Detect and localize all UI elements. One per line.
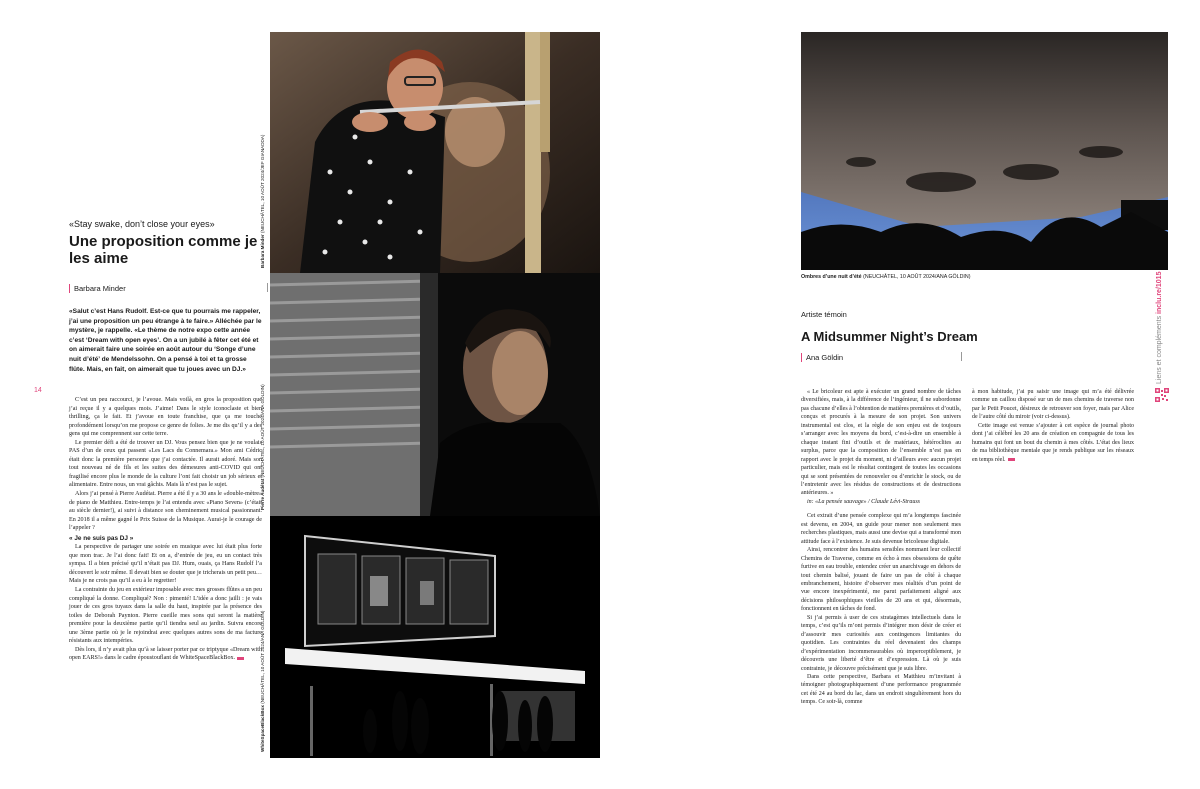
byline-divider xyxy=(267,283,268,292)
building-image xyxy=(270,516,600,758)
sidebar-link[interactable]: inclu.re/1015 xyxy=(1156,271,1163,314)
article-author: Barbara Minder xyxy=(69,284,126,293)
flutist-image xyxy=(270,32,600,273)
paragraph: à mon habitude, j’ai pu saisir une image qui m’a été délivrée comme un caillou disposé sur un de mes chemins de traverse non par le Petit Poucet, désireux de retrouver son foyer, mais par Alice de l’autre côté du miroir (voir ci-dessus). xyxy=(972,389,1134,421)
pianist-photo-caption: Pierre Audétat (NEUCHÂTEL, 10 AOÛT 2024/ANA GÖLDIN) xyxy=(260,384,265,510)
paragraph: Alors j’ai pensé à Pierre Audétat. Pierre a été il y a 30 ans le «double-mètre» de piano de Matthieu. Entre-temps je l’ai entendu avec «Piano Seven» (c’était au siècle dernier!), ai suivi à distance son cheminement musical passionnant. En 2018 il a même gagné le Prix Suisse de la Musique. Aurai-je le courage de l’appeler ? xyxy=(69,491,262,532)
subheading: « Je ne suis pas DJ » xyxy=(69,534,134,542)
quote-paragraph: « Le bricoleur est apte à exécuter un grand nombre de tâches diversifiées, mais, à la différence de l’ingénieur, il ne subordonne pas chacune d’elles à l’obtention de matières premières et d’outils, conçus et procurés à la mesure de son projet. Son univers instrumental est clos, et la règle de son enjeu est de toujours s’arranger avec les moyens du bord, c’est-à-dire un ensemble à chaque instant fini d’outils et de matériaux, hétéroclites au surplus, parce que la composition de l’ensemble n’est pas en rapport avec le projet du moment, ni d’ailleurs avec aucun projet particulier, mais est le résultat contingent de toutes les occasions qui se sont présentées de renouveler ou d’enrichir le stock, ou de l’entretenir avec les résidus de constructions et de destructions antérieures. » xyxy=(801,389,961,497)
paragraph: La perspective de partager une soirée en musique avec lui était plus forte que mon trac. Je l’ai donc fait! Et on a, d’entrée de jeu, eu un contact très sympa. Il a bien précisé qu’il n’était pas DJ. Hum, ouais, ça Hans Rudolf l’a découvert le soir même. Il devait bien se douter que je tricherais un petit peu… Mais je ne crois pas qu’il a eu à le regretter! xyxy=(69,544,262,585)
right-column-2 xyxy=(972,388,1134,464)
article-body xyxy=(69,396,262,663)
paragraph: Ainsi, rencontrer des humains sensibles nommant leur collectif Chemins de Traverse, comme en écho à mes obsessions de quête furtive en eau trouble, entendez créer un anarchivage en dehors de tout chemin balisé, jouant de faire un pas de côté à chaque embranchement, histoire d’observer mes réalités d’un point de vue encore inexpérimenté, me parut parfaitement aligné aux décisions philosophiques vieilles de 20 ans et qui, désormais, fonctionnent en tâches de fond. xyxy=(801,547,961,613)
paragraph-text: Cette image est venue s’ajouter à cet espèce de journal photo dont j’ai célébré les 20 ans de création en compagnie de tous les humains qui font un bout du chemin à mes côtés. L’état des lieux de ma bibliothèque mentale que je rends publique sur les réseaux en temps réel. xyxy=(972,422,1134,463)
paragraph: Cet extrait d’une pensée complexe qui m’a longtemps fascinée est devenu, en 2004, un guide pour mener non seulement mes recherches plastiques, mais aussi une devise qui a transformé mon attitude face à l’existence. Je suis devenue bricoleuse digitale. xyxy=(801,513,961,545)
sidebar-text: Liens et compléments xyxy=(1156,315,1163,384)
flutist-photo xyxy=(270,32,600,273)
paragraph: Le premier défi a été de trouver un DJ. Vous pensez bien que je ne voulais PAS d’un de ceux qui passent «Les Lacs du Connemara.» Mon ami Cédric était donc la première personne que j’ai contactée. Il aurait adoré. Mais son tout nouveau né de fils et les suites des démesures anti-COVID qui ont fragilisé encore plus le monde de la culture l’ont fait choisir un job sérieux et alimentaire. Entre nous, un vrai gâchis. Mais là n’est pas le sujet. xyxy=(69,439,262,489)
sky-photo xyxy=(801,32,1168,270)
paragraph: La contrainte du jeu en extérieur imposable avec mes grosses flûtes a un peu compliqué la donne. Compliqué? Non : pimenté! L’idée a donc jailli : je vais jouer de ces gros tuyaux dans la salle du haut, inspirée par la présence des toiles de Deborah Paynton. Pierre cueille mes sons qui seront la matière première pour la deuxième partie qu’il tiendra seul au jardin. Suivra encore une 3ème partie où je le rejoindrai avec quelques autres sons de ma facture résistants aux intempéries. xyxy=(69,587,262,645)
sidebar-links xyxy=(1156,272,1163,384)
paragraph xyxy=(69,646,262,663)
pianist-photo xyxy=(270,273,600,516)
right-title: A Midsummer Night’s Dream xyxy=(801,329,978,344)
right-kicker: Artiste témoin xyxy=(801,310,847,319)
paragraph: Si j’ai permis à user de ces stratagèmes intellectuels dans le temps, c’est qu’ils m’ont permis d’intégrer mon désir de créer et d’assouvir mes curiosités aux contingences limitantes du quotidien. Les contraintes du réel devenaient des champs d’expérimentation incommensurables où imperceptiblement, je découvris une liberté d’être et d’expression. Là où je suis contrainte, je découvre précisément que je suis libre. xyxy=(801,614,961,672)
building-photo xyxy=(270,516,600,758)
qr-code-icon[interactable] xyxy=(1155,388,1169,402)
paragraph: C’est un peu raccourci, je l’avoue. Mais voilà, en gros la proposition que j’ai reçue il y a quelques mois. J’aime! Dans le style iconoclaste et bien thrilling, ça le fait. Et j’avoue en toute franchise, que ça me touche profondément lorsqu’on me propose ce genre de folies. Je me dis qu’il y a des gens qui me comprennent sur cette terre. xyxy=(69,397,262,438)
pianist-image xyxy=(270,273,600,516)
right-author: Ana Göldin xyxy=(801,353,843,362)
paragraph xyxy=(972,422,1134,464)
quote-source: in: «La pensée sauvage» / Claude Lévi-Strauss xyxy=(807,498,920,505)
right-column-1 xyxy=(801,388,961,707)
end-mark xyxy=(237,657,244,660)
paragraph-text: Dès lors, il n’y avait plus qu’à se laisser porter par ce triptyque «Dream with open EARS!» dans le cadre époustouflant de WhiteSpaceBlackBox. xyxy=(69,646,262,662)
flute-photo-caption: Barbara Minder (NEUCHÂTEL, 10 AOÛT 2024/JEF GIANADDA) xyxy=(260,134,265,268)
paragraph: Dans cette perspective, Barbara et Matthieu m’invitant à témoigner photographiquement d’une performance programmée cet été 24 au bord du lac, dans un endroit singulièrement hors du temps. Ce soir-là, comme xyxy=(801,673,961,706)
end-mark xyxy=(1008,458,1015,461)
article-kicker: «Stay swake, don’t close your eyes» xyxy=(69,219,215,229)
article-lead: «Salut c’est Hans Rudolf. Est-ce que tu pourrais me rappeler, j’ai une proposition un peu étrange à te faire.» Alléchée par le mystère, je rappelle. «Le thème de notre expo cette année c’est ‘Dream with open eyes’. On a un jubilé à fêter cet été et on aimerait faire une soirée en août autour du ‘Songe d’une nuit d’été’ de Mendelssohn. On a pensé à toi et ta grosse flûte. Mais, en fait, on aimerait que tu joues avec un DJ.» xyxy=(69,308,262,373)
building-photo-caption: WhiteSpaceBlackBox (NEUCHÂTEL, 10 AOÛT 2024/ANA GÖLDIN) xyxy=(260,610,265,752)
sky-photo-caption: Ombres d’une nuit d’été (NEUCHÂTEL, 10 AOÛT 2024/ANA GÖLDIN) xyxy=(801,274,971,280)
byline-divider xyxy=(961,352,962,361)
page-number: 14 xyxy=(34,387,42,394)
sky-image xyxy=(801,32,1168,270)
article-title: Une proposition comme je les aime xyxy=(69,233,258,267)
